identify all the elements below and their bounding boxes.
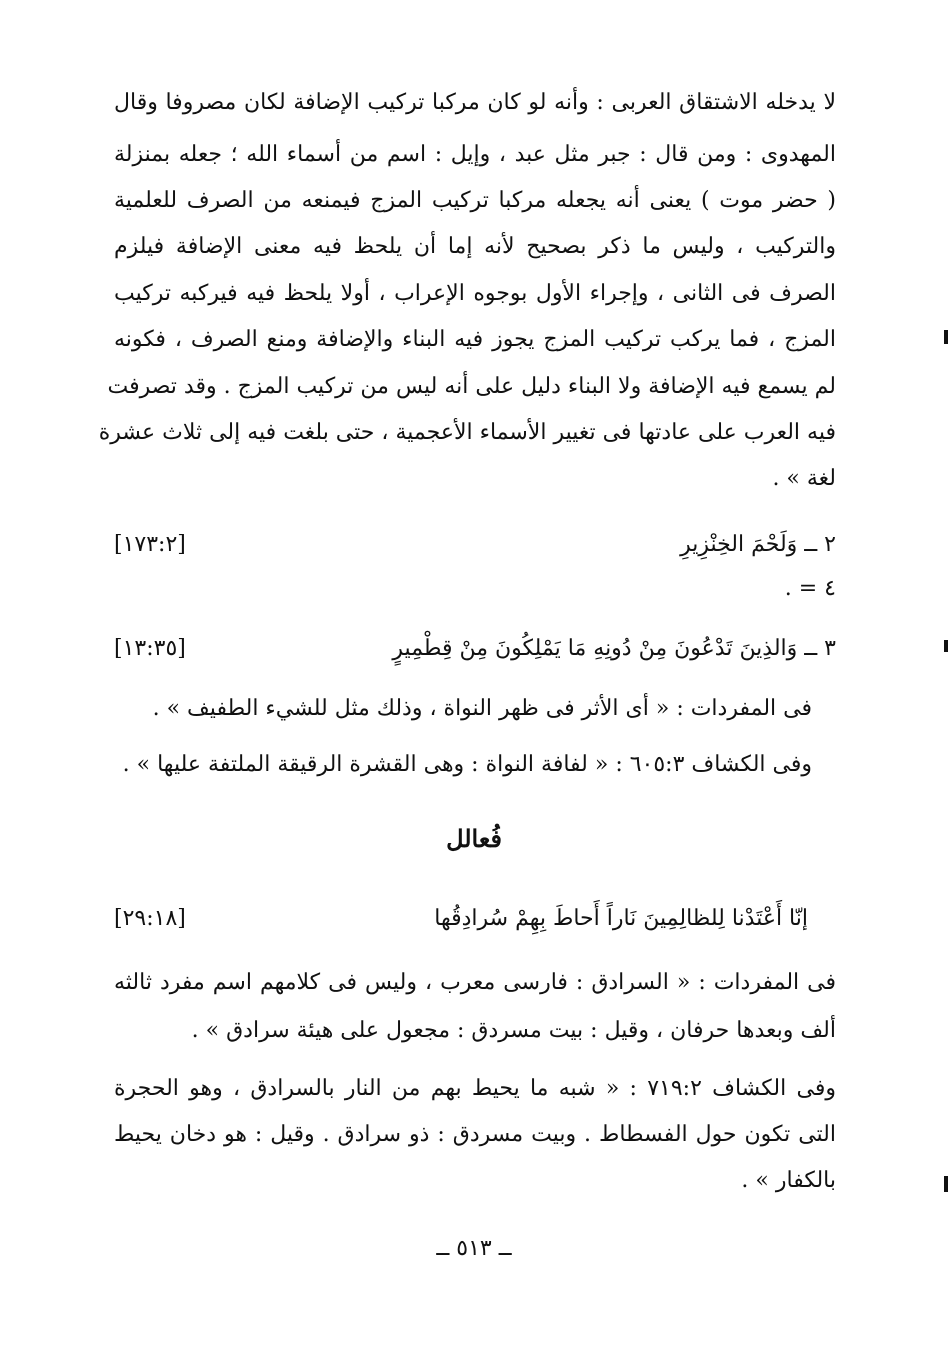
text-line: لغة » . xyxy=(772,466,836,491)
text-line: بالكفار » . xyxy=(741,1168,836,1193)
verse-text: ٣ ــ وَالذِينَ تَدْعُونَ مِنْ دُونِهِ مَا يَمْلِكُونَ مِنْ قِطْمِيرٍ xyxy=(392,636,836,661)
text-line: لا يدخله الاشتقاق العربى : وأنه لو كان مركبا تركيب الإضافة لكان مصروفا وقال xyxy=(114,90,836,115)
text-line: الصرف فى الثانى ، وإجراء الأول بوجوه الإعراب ، أولا يلحظ فيه فيركبه تركيب xyxy=(114,281,836,306)
verse-entry-4 xyxy=(114,902,836,936)
text-line: التى تكون حول الفسطاط . وبيت مسردق : ذو سرادق . وقيل : هو دخان يحيط xyxy=(114,1122,836,1147)
section-heading: فُعالل xyxy=(446,824,502,853)
verse-reference: [١٣:٣٥] xyxy=(114,636,186,661)
text-line: وفى الكشاف ٧١٩:٢ : « شبه ما يحيط بهم من النار بالسرادق ، وهو الحجرة xyxy=(114,1076,836,1101)
text-line: المزج ، فما يركب تركيب المزج يجوز فيه البناء والإضافة ومنع الصرف ، فكونه xyxy=(114,327,836,352)
page-number: ــ ٥١٣ ــ xyxy=(436,1236,512,1261)
text-line: لم يسمع فيه الإضافة ولا البناء دليل على أنه ليس من تركيب المزج . وقد تصرفت xyxy=(107,374,836,399)
margin-mark xyxy=(944,1176,948,1192)
text-line: ( حضر موت ) يعنى أنه يجعله مركبا تركيب المزج فيمنعه من الصرف للعلمية xyxy=(114,188,836,213)
verse-reference: [١٧٣:٢] xyxy=(114,532,186,557)
verse-reference: [٢٩:١٨] xyxy=(114,906,186,931)
text-line: والتركيب ، وليس ما ذكر بصحيح لأنه إما أن يلحظ فيه معنى الإضافة فيلزم xyxy=(114,234,836,259)
entry-2-note: ٤ = . xyxy=(784,576,836,601)
margin-mark xyxy=(944,330,948,344)
verse-entry-3 xyxy=(114,632,836,666)
margin-mark xyxy=(944,640,948,652)
text-line: فيه العرب على عادتها فى تغيير الأسماء الأعجمية ، حتى بلغت فيه إلى ثلاث عشرة xyxy=(98,420,836,445)
verse-text: ٢ ــ وَلَحْمَ الخِنْزِيرِ xyxy=(680,532,836,557)
verse-text: إنّا أَعْتَدْنا لِلظالِمِينَ نَاراً أَحاطَ بِهِمْ سُرادِقُها xyxy=(434,906,808,931)
commentary-line: وفى الكشاف ٦٠٥:٣ : « لفافة النواة : وهى القشرة الرقيقة الملتفة عليها » . xyxy=(122,752,812,777)
text-line: ألف وبعدها حرفان ، وقيل : بيت مسردق : مجعول على هيئة سرادق » . xyxy=(191,1018,836,1043)
verse-entry-2 xyxy=(114,528,836,562)
text-line: المهدوى : ومن قال : جبر مثل عبد ، وإيل : اسم من أسماء الله ؛ جعله بمنزلة xyxy=(114,142,836,167)
text-line: فى المفردات : « السرادق : فارسى معرب ، وليس فى كلامهم اسم مفرد ثالثه xyxy=(114,970,836,995)
commentary-line: فى المفردات : « أى الأثر فى ظهر النواة ، وذلك مثل للشيء الطفيف » . xyxy=(152,696,812,721)
